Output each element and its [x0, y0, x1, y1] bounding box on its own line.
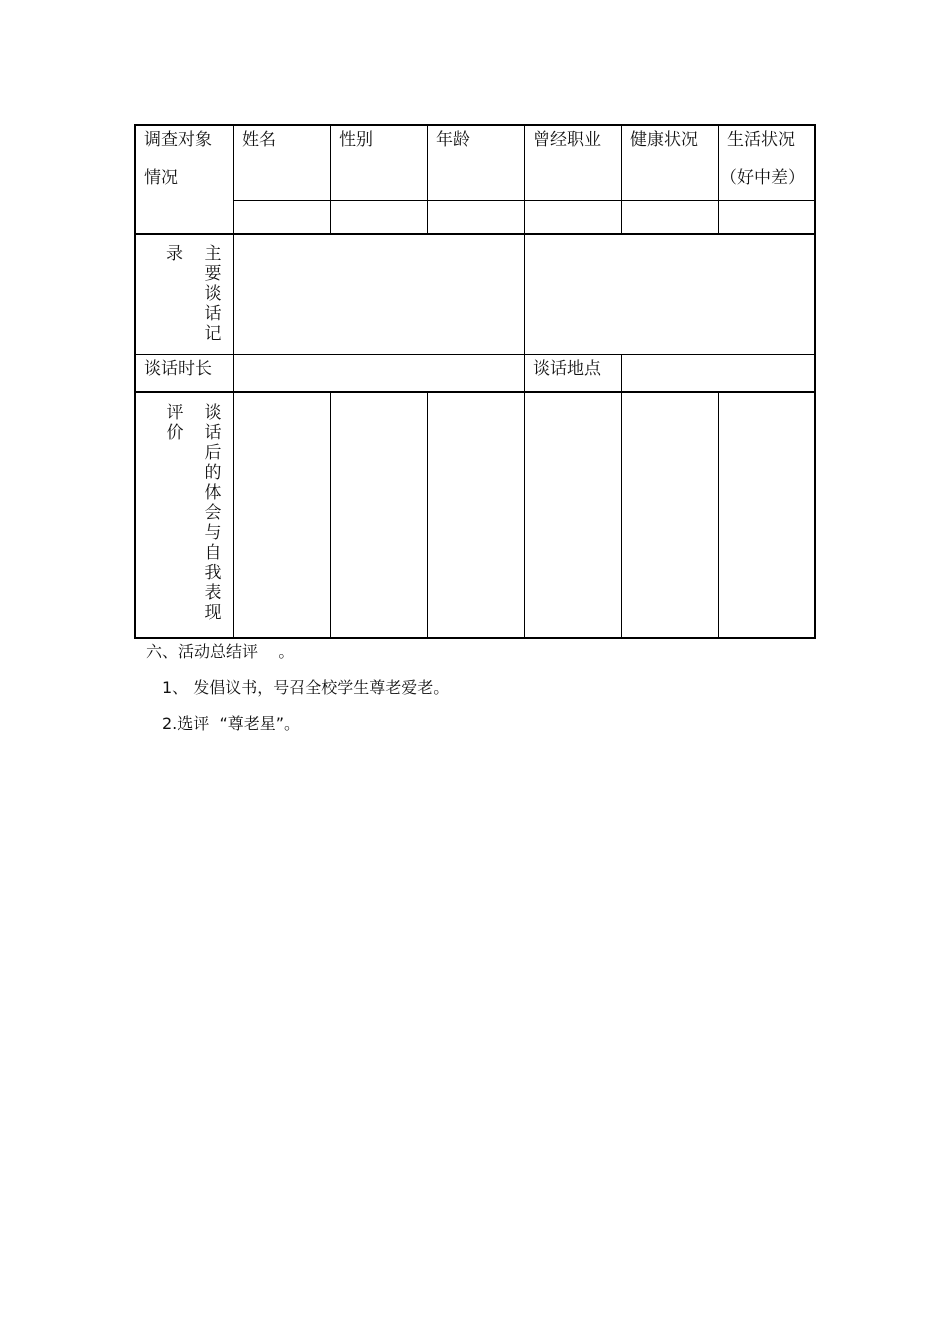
table-rule [524, 126, 525, 637]
table-rule [718, 392, 719, 637]
record-label-left: 录 [166, 244, 183, 264]
header-health-status: 健康状况 [630, 130, 698, 150]
table-rule [718, 126, 719, 234]
living-condition-note: （好中差） [720, 168, 805, 188]
header-former-occupation: 曾经职业 [533, 130, 601, 150]
table-rule [234, 200, 816, 201]
table-rule [330, 392, 331, 637]
header-name: 姓名 [242, 130, 276, 150]
header-age: 年龄 [436, 130, 470, 150]
survey-table [134, 124, 816, 639]
table-rule [136, 391, 816, 393]
survey-subject-label-line2: 情况 [144, 168, 178, 188]
table-rule [136, 233, 816, 235]
record-label-vertical: 主要谈话记 [204, 244, 222, 344]
list-item: 2.选评 “尊老星”。 [162, 714, 301, 733]
table-rule [136, 354, 816, 355]
survey-subject-label: 调查对象 [144, 130, 212, 150]
table-rule [427, 392, 428, 637]
list-item: 1、 发倡议书，号召全校学生尊老爱老。 [162, 678, 450, 697]
section-heading: 六、活动总结评 。 [146, 642, 295, 661]
duration-label: 谈话时长 [144, 359, 212, 379]
header-living-condition: 生活状况 [727, 130, 795, 150]
location-label: 谈话地点 [533, 359, 601, 379]
table-rule [330, 126, 331, 234]
table-rule [427, 126, 428, 234]
header-gender: 性别 [339, 130, 373, 150]
table-rule [621, 355, 622, 637]
table-rule [233, 126, 234, 637]
evaluation-label-vertical: 谈话后的体会与自我表现 [204, 403, 222, 623]
evaluation-label-left: 评价 [166, 403, 184, 443]
table-rule [621, 126, 622, 234]
